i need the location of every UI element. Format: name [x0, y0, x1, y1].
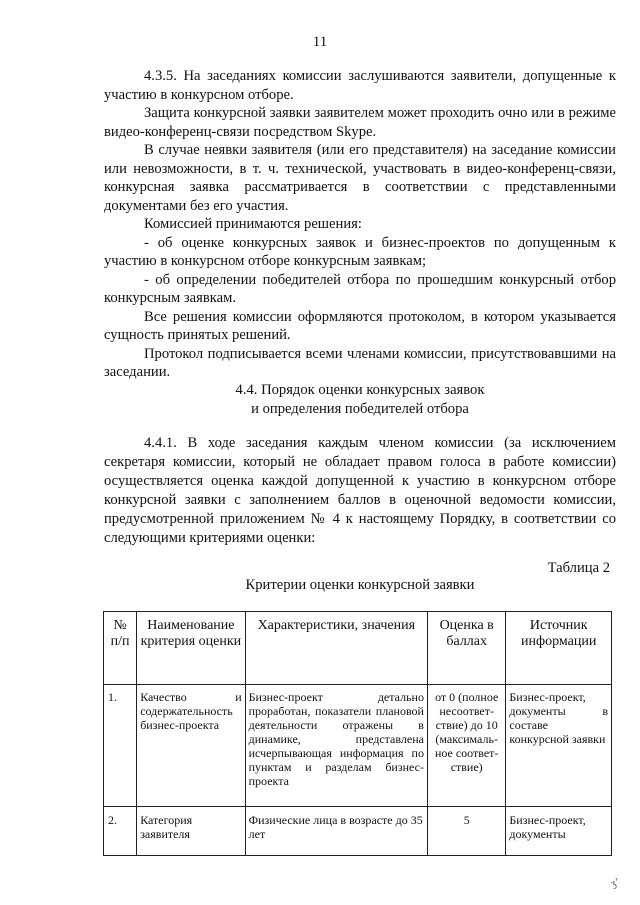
paragraph: Протокол подписывается всеми членами комиссии, присутствовавшими на заседании. — [104, 345, 616, 380]
criteria-table — [103, 611, 612, 856]
header-criterion-name: Наименование критерия оценки — [137, 612, 245, 685]
cell-score: от 0 (полное несоответ-ствие) до 10 (максималь-ное соответ-ствие) — [427, 685, 505, 807]
table-caption: Критерии оценки конкурсной заявки — [245, 577, 475, 593]
cell-source: Бизнес-проект, документы — [506, 807, 612, 856]
paragraph: 4.4.1. В ходе заседания каждым членом комиссии (за исключением секретаря комиссии, который не обладает правом голоса в работе комиссии) осуществляется оценка каждой допущенной к участию в конкурсном отборе конкурсной заявки с заполнением баллов в оценочной ведомости комиссии, предусмотренной приложением № 4 к настоящему Порядку, в соответствии со следующими критериями оценки: — [104, 435, 616, 546]
cell-score: 5 — [427, 807, 505, 856]
paragraph: 4.3.5. На заседаниях комиссии заслушиваются заявители, допущенные к участию в конкурсном отборе. — [104, 68, 616, 103]
cell-number: 1. — [104, 685, 137, 807]
body-text-section-4-3-5 — [104, 67, 616, 382]
table-label: Таблица 2 — [547, 560, 610, 576]
paragraph: Все решения комиссии оформляются протоколом, в котором указывается сущность принятых решений. — [104, 308, 616, 343]
body-text-section-4-4-1 — [104, 434, 616, 548]
section-heading-line-1: 4.4. Порядок оценки конкурсных заявок — [235, 382, 485, 398]
cell-criterion-name: Категория заявителя — [137, 807, 245, 856]
section-heading-line-2: и определения победителей отбора — [251, 401, 469, 417]
header-characteristics: Характеристики, значения — [245, 612, 427, 685]
paragraph: Комиссией принимаются решения: — [144, 216, 362, 232]
header-source: Источник информации — [506, 612, 612, 685]
table-header-row — [104, 612, 612, 685]
header-score: Оценка в баллах — [427, 612, 505, 685]
cell-characteristics: Бизнес-проект детально проработан, показатели плановой деятельности отражены в динамике, представлена исчерпывающая информация по пунктам и разделам бизнес-проекта — [245, 685, 427, 807]
page-number: 11 — [312, 34, 328, 50]
handwritten-corner-mark: ʒʼ — [609, 875, 622, 891]
paragraph: - об определении победителей отбора по прошедшим конкурсный отбор конкурсным заявкам. — [104, 271, 616, 306]
cell-criterion-name: Качество и содержательность бизнес-проекта — [137, 685, 245, 807]
table-row — [104, 807, 612, 856]
section-heading — [104, 381, 616, 419]
paragraph: Защита конкурсной заявки заявителем может проходить очно или в режиме видео-конференц-связи посредством Skype. — [104, 105, 616, 140]
paragraph: - об оценке конкурсных заявок и бизнес-проектов по допущенным к участию в конкурсном отборе конкурсным заявкам; — [104, 234, 616, 269]
header-number: № п/п — [104, 612, 137, 685]
cell-characteristics: Физические лица в возрасте до 35 лет — [245, 807, 427, 856]
table-row — [104, 685, 612, 807]
cell-number: 2. — [104, 807, 137, 856]
cell-source: Бизнес-проект, документы в составе конкурсной заявки — [506, 685, 612, 807]
paragraph: В случае неявки заявителя (или его представителя) на заседание комиссии или невозможности, в т. ч. технической, участвовать в видео-конференц-связи, конкурсная заявка рассматривается в соответствии с представленными документами без его участия. — [104, 142, 616, 214]
